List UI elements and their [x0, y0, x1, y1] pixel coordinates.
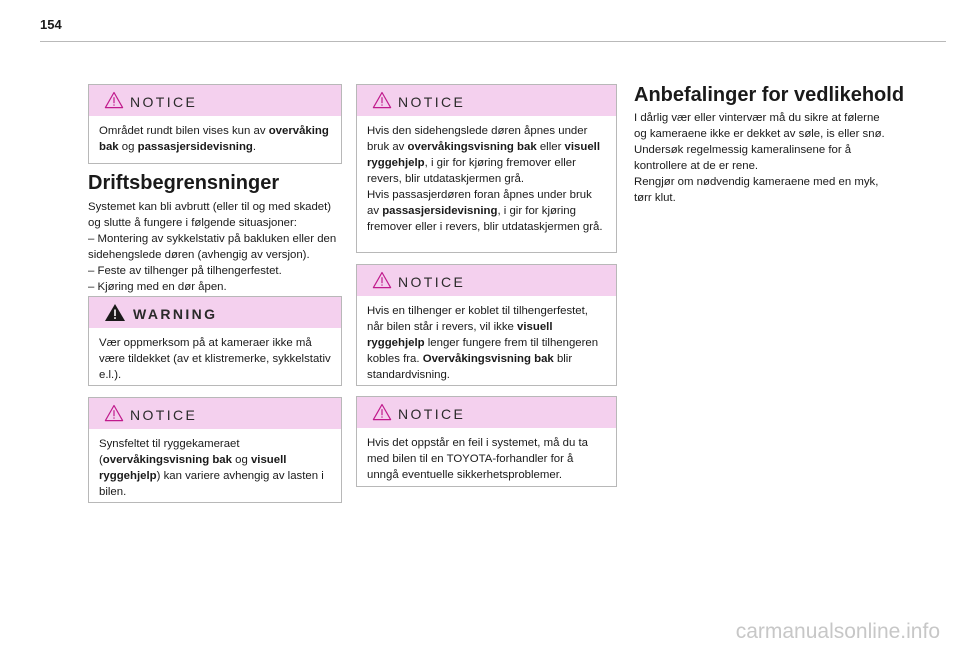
notice-text: Området rundt bilen vises kun av overvåking bak og passasjersidevisning. [99, 125, 329, 153]
notice-title: NOTICE [398, 406, 466, 422]
warning-triangle-outline-icon [372, 91, 392, 114]
notice-header [89, 85, 341, 116]
maintenance-text: I dårlig vær eller vintervær må du sikre at følerne og kameraene ikke er dekket av søle, is eller snø. Undersøk regelmessig kameralinsene for å kontrollere at de er rene. Rengjør om nødvendig kameraene med en myk, tørr klut. [634, 112, 885, 204]
notice-title: NOTICE [130, 94, 198, 110]
notice-text: Hvis den sidehengslede døren åpnes under bruk av overvåkingsvisning bak eller visuell ryggehjelp, i gir for kjøring fremover eller revers, blir utdataskjermen grå. Hvis passasjerdøren foran åpnes under bruk av passasjersidevisning, i gir for kjøring fremover eller i revers, blir utdataskjermen grå. [367, 125, 603, 233]
notice-header [89, 398, 341, 429]
notice-box-system-fault [356, 396, 617, 487]
warning-triangle-filled-icon [104, 303, 126, 327]
notice-text: Synsfeltet til ryggekameraet (overvåkingsvisning bak og visuell ryggehjelp) kan variere avhengig av lasten i bilen. [99, 438, 324, 498]
notice-box-camera-fov [88, 397, 342, 503]
notice-title: NOTICE [398, 94, 466, 110]
warning-triangle-outline-icon [104, 91, 124, 114]
warning-title: WARNING [133, 306, 218, 322]
warning-box [88, 296, 342, 386]
warning-triangle-outline-icon [104, 404, 124, 427]
list-item: – Feste av tilhenger på tilhengerfestet. [88, 265, 282, 277]
notice-header [357, 265, 616, 296]
warning-header [89, 297, 341, 328]
notice-text: Hvis en tilhenger er koblet til tilhengerfestet, når bilen står i revers, vil ikke visuell ryggehjelp lenger fungere frem til tilhengeren kobles fra. Overvåkingsvisning bak blir standardvisning. [367, 305, 599, 381]
notice-header [357, 85, 616, 116]
top-divider [40, 41, 946, 42]
notice-box-area-view [88, 84, 342, 164]
notice-text: Hvis det oppstår en feil i systemet, må du ta med bilen til en TOYOTA-forhandler for å unngå eventuelle sikkerhetsproblemer. [367, 437, 588, 481]
notice-box-side-door [356, 84, 617, 253]
warning-triangle-outline-icon [372, 403, 392, 426]
warning-text: Vær oppmerksom på at kameraer ikke må være tildekket (av et klistremerke, sykkelstativ e.l.). [99, 337, 331, 381]
warning-triangle-outline-icon [372, 271, 392, 294]
page-number: 154 [40, 17, 62, 32]
notice-title: NOTICE [130, 407, 198, 423]
watermark: carmanualsonline.info [735, 620, 940, 643]
list-item: – Kjøring med en dør åpen. [88, 281, 227, 293]
notice-header [357, 397, 616, 428]
notice-title: NOTICE [398, 274, 466, 290]
limitations-text: Systemet kan bli avbrutt (eller til og med skadet) og slutte å fungere i følgende situasjoner: – Montering av sykkelstativ på bakluken eller den sidehengslede døren (avhengig av versjon). – Feste av tilhenger på tilhengerfestet. – Kjøring med en dør åpen. [88, 199, 344, 295]
section-heading-maintenance: Anbefalinger for vedlikehold [634, 84, 905, 106]
section-heading-limitations: Driftsbegrensninger [88, 172, 280, 194]
notice-box-trailer [356, 264, 617, 386]
list-item: – Montering av sykkelstativ på bakluken eller den sidehengslede døren (avhengig av versjon). [88, 233, 337, 261]
